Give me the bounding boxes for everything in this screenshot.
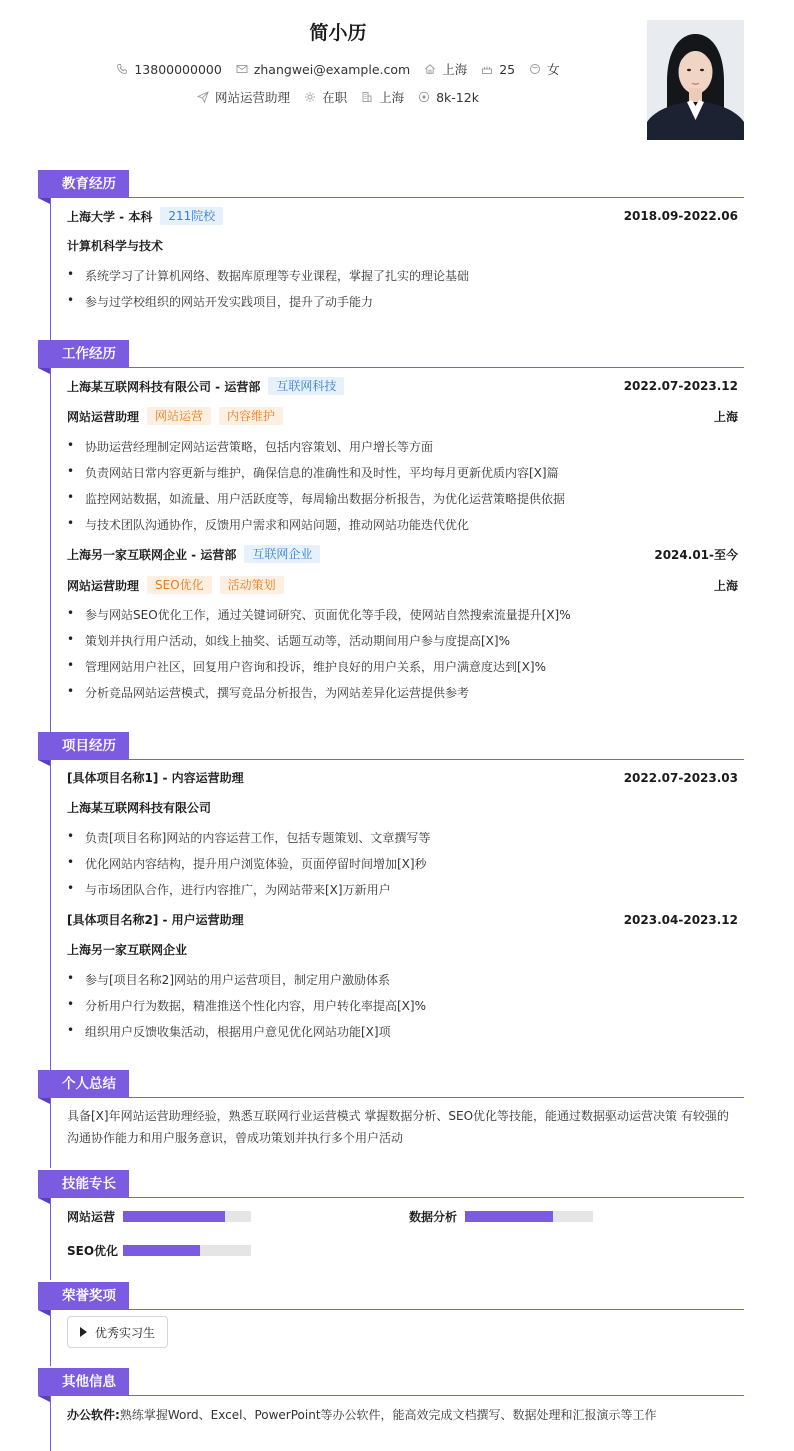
skill-bar-fill [465,1211,553,1222]
skill-bar-fill [123,1245,200,1256]
mail-icon [236,63,248,75]
skill-bar [123,1245,251,1256]
section-divider [129,1395,744,1396]
salary-item [418,90,479,105]
list-item: • 参与网站SEO优化工作，通过关键词研究、页面优化等手段，使网站自然搜索流量提升[X]% [67,606,738,623]
project-name: [具体项目名称1] - 内容运营助理 [67,771,244,785]
section-title: 技能专长 [38,1170,129,1198]
list-item: • 参与[项目名称2]网站的用户运营项目，制定用户激励体系 [67,971,738,988]
timeline-line [50,368,51,732]
section-fold [38,1198,50,1204]
project-company-row [67,799,738,816]
education-row [67,207,738,225]
awards-section-header [38,1282,744,1310]
list-item: • 组织用户反馈收集活动，根据用户意见优化网站功能[X]项 [67,1023,738,1040]
target-city-item [361,88,404,106]
status-item [304,88,347,106]
other-section-header [38,1368,744,1396]
section-title: 个人总结 [38,1070,129,1098]
section-fold [38,198,50,204]
section-title: 其他信息 [38,1368,129,1396]
skill-item [67,1242,251,1259]
role-row [67,407,738,425]
status-text: 在职 [322,90,348,105]
role-name: 网站运营助理 [67,409,140,424]
skills-section-header [38,1170,744,1198]
job-city: 上海 [713,578,738,593]
project-row [67,769,738,786]
work-section-header [38,340,744,368]
project-company: 上海另一家互联网企业 [67,943,188,957]
resume-header [0,0,794,150]
job-row [67,545,738,563]
education-date: 2018.09-2022.06 [623,209,738,223]
email-text: zhangwei@example.com [253,61,411,77]
skill-item [67,1208,251,1225]
send-icon [197,91,209,103]
list-item: • 优化网站内容结构，提升用户浏览体验，页面停留时间增加[X]秒 [67,855,738,872]
section-divider [129,197,744,198]
section-fold [38,1396,50,1402]
section-title: 项目经历 [38,732,129,760]
section-fold [38,1310,50,1316]
summary-section-header [38,1070,744,1098]
timeline-line [50,1098,51,1168]
list-item: • 管理网站用户社区，回复用户咨询和投诉，维护良好的用户关系，用户满意度达到[X]% [67,658,738,675]
skill-name: 网站运营 [67,1210,116,1224]
candidate-name: 简小历 [309,22,367,44]
project-date: 2023.04-2023.12 [623,912,738,927]
profile-photo [647,20,744,140]
skill-bar [465,1211,593,1222]
skill-bar-fill [123,1211,225,1222]
award-name: 优秀实习生 [95,1325,156,1340]
contact-row [0,60,676,78]
skill-tag: 内容维护 [219,407,283,425]
job-date: 2024.01-至今 [654,547,738,562]
job-row [67,377,738,395]
skill-tag: 网站运营 [147,407,211,425]
section-divider [129,1097,744,1098]
role-name: 网站运营助理 [67,578,140,593]
skill-bar [123,1211,251,1222]
section-title: 工作经历 [38,340,129,368]
skill-tag: SEO优化 [147,576,212,594]
skill-name: SEO优化 [67,1244,119,1258]
list-item: • 分析用户行为数据，精准推送个性化内容，用户转化率提高[X]% [67,997,738,1014]
summary-text: 具备[X]年网站运营助理经验，熟悉互联网行业运营模式 掌握数据分析、SEO优化等技能，能通过数据驱动运营决策 有较强的沟通协作能力和用户服务意识，曾成功策划并执行多个用户活动 [67,1109,729,1145]
section-fold [38,368,50,374]
timeline-line [50,1310,51,1366]
company-name: 上海另一家互联网企业 - 运营部 [67,547,237,562]
age-item [481,62,515,77]
gear-icon [304,91,316,103]
salary-text: 8k-12k [436,89,479,105]
role-row [67,576,738,594]
timeline-line [50,1396,51,1451]
projects-section-header [38,732,744,760]
play-icon [80,1327,87,1337]
list-item: • 系统学习了计算机网络、数据库原理等专业课程，掌握了扎实的理论基础 [67,267,738,284]
list-item: • 与市场团队合作，进行内容推广，为网站带来[X]万新用户 [67,881,738,898]
list-item: • 与技术团队沟通协作，反馈用户需求和网站问题，推动网站功能迭代优化 [67,516,738,533]
project-company: 上海某互联网科技有限公司 [67,801,212,815]
section-divider [129,1309,744,1310]
timeline-line [50,198,51,342]
industry-tag: 互联网企业 [244,545,320,563]
age-text: 25 [499,61,516,77]
email-item [236,62,410,77]
section-fold [38,1098,50,1104]
project-name: [具体项目名称2] - 用户运营助理 [67,913,244,927]
phone-text: 13800000000 [134,61,222,77]
job-date: 2022.07-2023.12 [623,379,738,393]
home-icon [424,63,436,75]
other-label: 办公软件: [67,1408,120,1422]
age-icon [481,63,493,75]
other-info-row [67,1406,738,1423]
list-item: • 参与过学校组织的网站开发实践项目，提升了动手能力 [67,293,738,310]
timeline-line [50,760,51,1070]
job-city: 上海 [713,409,738,424]
building-icon [361,91,373,103]
gender-icon [529,63,541,75]
company-name: 上海某互联网科技有限公司 - 运营部 [67,379,261,394]
section-fold [38,760,50,766]
salary-icon [418,91,430,103]
list-item: • 分析竞品网站运营模式，撰写竞品分析报告，为网站差异化运营提供参考 [67,684,738,701]
skill-name: 数据分析 [409,1210,458,1224]
section-title: 荣誉奖项 [38,1282,129,1310]
list-item: • 负责网站日常内容更新与维护，确保信息的准确性和及时性，平均每月更新优质内容[X]篇 [67,464,738,481]
phone-icon [116,63,128,75]
list-item: • 策划并执行用户活动，如线上抽奖、话题互动等，活动期间用户参与度提高[X]% [67,632,738,649]
skill-tag: 活动策划 [220,576,284,594]
position-text: 网站运营助理 [215,90,291,105]
timeline-line [50,1198,51,1280]
major-row [67,237,738,254]
award-badge [67,1316,168,1348]
major-name: 计算机科学与技术 [67,239,164,253]
school-tag: 211院校 [160,207,223,225]
project-company-row [67,941,738,958]
section-title: 教育经历 [38,170,129,198]
list-item: • 负责[项目名称]网站的内容运营工作，包括专题策划、文章撰写等 [67,829,738,846]
section-divider [129,367,744,368]
job-intent-row [0,88,676,106]
education-section-header [38,170,744,198]
list-item: • 协助运营经理制定网站运营策略，包括内容策划、用户增长等方面 [67,438,738,455]
school-name: 上海大学 - 本科 [67,209,153,224]
target-city-text: 上海 [379,90,405,105]
list-item: • 监控网站数据，如流量、用户活跃度等，每周输出数据分析报告，为优化运营策略提供依据 [67,490,738,507]
skill-item [409,1208,593,1225]
location-item [424,60,467,78]
section-divider [129,759,744,760]
industry-tag: 互联网科技 [268,377,344,395]
location-text: 上海 [442,62,468,77]
section-divider [129,1197,744,1198]
project-date: 2022.07-2023.03 [623,770,738,785]
gender-item [529,60,560,78]
other-text: 熟练掌握Word、Excel、PowerPoint等办公软件，能高效完成文档撰写、数据处理和汇报演示等工作 [119,1408,657,1422]
position-item [197,88,290,106]
project-row [67,911,738,928]
gender-text: 女 [547,62,560,77]
phone-item [116,62,221,77]
